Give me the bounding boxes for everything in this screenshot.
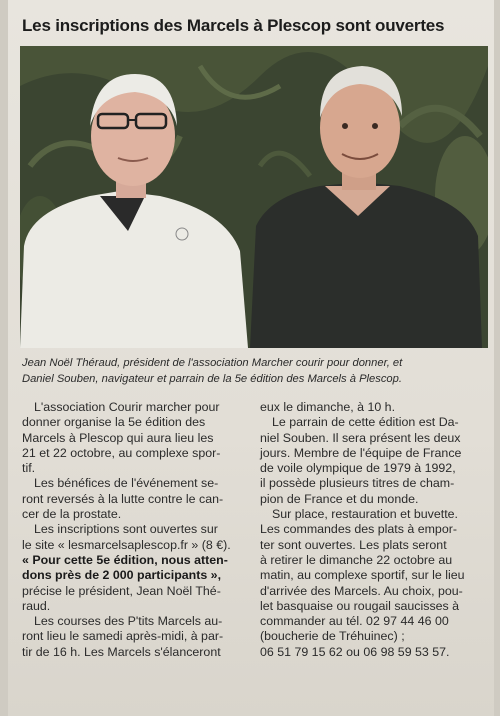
- article-text-line: tif.: [22, 461, 36, 476]
- article-photo: [20, 46, 488, 348]
- article-text-line: précise le président, Jean Noël Thé-: [22, 583, 221, 598]
- article-text-line: tir de 16 h. Les Marcels s'élanceront: [22, 644, 221, 659]
- article-text-line: à retirer le dimanche 22 octobre au: [260, 552, 453, 567]
- article-text-line: ront reversés à la lutte contre le can-: [22, 491, 224, 506]
- article-text-line: d'arrivée des Marcels. Au choix, pou-: [260, 583, 463, 598]
- article-text-line: de voile olympique de 1979 à 1992,: [260, 461, 456, 476]
- article-text-line: ter sont ouvertes. Les plats seront: [260, 537, 447, 552]
- article-text-line: 21 et 22 octobre, au complexe spor-: [22, 445, 221, 460]
- article-text-line: Les commandes des plats à empor-: [260, 522, 457, 537]
- article-text-line: « Pour cette 5e édition, nous atten-: [22, 552, 228, 567]
- article-text-line: niel Souben. Il sera présent les deux: [260, 430, 461, 445]
- article-text-line: (boucherie de Tréhuinec) ;: [260, 629, 405, 644]
- article-text-line: eux le dimanche, à 10 h.: [260, 400, 396, 414]
- article-text-line: ront lieu le samedi après-midi, à par-: [22, 629, 224, 644]
- article-text-line: let basquaise ou rougail saucisses à: [260, 598, 460, 613]
- caption-line: Daniel Souben, navigateur et parrain de la 5e édition des Marcels à Plescop.: [22, 373, 402, 385]
- article-text-line: Sur place, restauration et buvette.: [272, 507, 458, 522]
- article-text-line: 06 51 79 15 62 ou 06 98 59 53 57.: [260, 644, 450, 659]
- article-text-line: L'association Courir marcher pour: [34, 400, 220, 414]
- article-text-line: raud.: [22, 598, 51, 613]
- article-text-line: Les bénéfices de l'événement se-: [34, 476, 219, 491]
- photo-illustration: [20, 46, 488, 348]
- article-text-line: Le parrain de cette édition est Da-: [272, 415, 459, 430]
- article-text-line: il possède plusieurs titres de cham-: [260, 476, 455, 491]
- article-text-line: jours. Membre de l'équipe de France: [260, 445, 462, 460]
- newspaper-clipping: [8, 0, 494, 716]
- article-text-line: le site « lesmarcelsaplescop.fr » (8 €).: [22, 537, 231, 552]
- article-text-line: commander au tél. 02 97 44 46 00: [260, 614, 449, 629]
- photo-caption: [22, 355, 492, 387]
- article-headline: Les inscriptions des Marcels à Plescop sont ouvertes: [22, 16, 445, 35]
- article-text-line: Marcels à Plescop qui aura lieu les: [22, 430, 214, 445]
- article-text-line: cer de la prostate.: [22, 507, 122, 522]
- article-column-left: [22, 400, 258, 660]
- article-text-line: pion de France et du monde.: [260, 491, 419, 506]
- article-text-line: Les inscriptions sont ouvertes sur: [34, 522, 218, 537]
- article-text-line: donner organise la 5e édition des: [22, 415, 206, 430]
- article-text-line: dons près de 2 000 participants »,: [22, 568, 222, 583]
- article-column-right: [260, 400, 496, 660]
- article-text-line: Les courses des P'tits Marcels au-: [34, 614, 223, 629]
- article-text-line: matin, au complexe sportif, sur le lieu: [260, 568, 465, 583]
- caption-line: Jean Noël Théraud, président de l'association Marcher courir pour donner, et: [22, 357, 403, 369]
